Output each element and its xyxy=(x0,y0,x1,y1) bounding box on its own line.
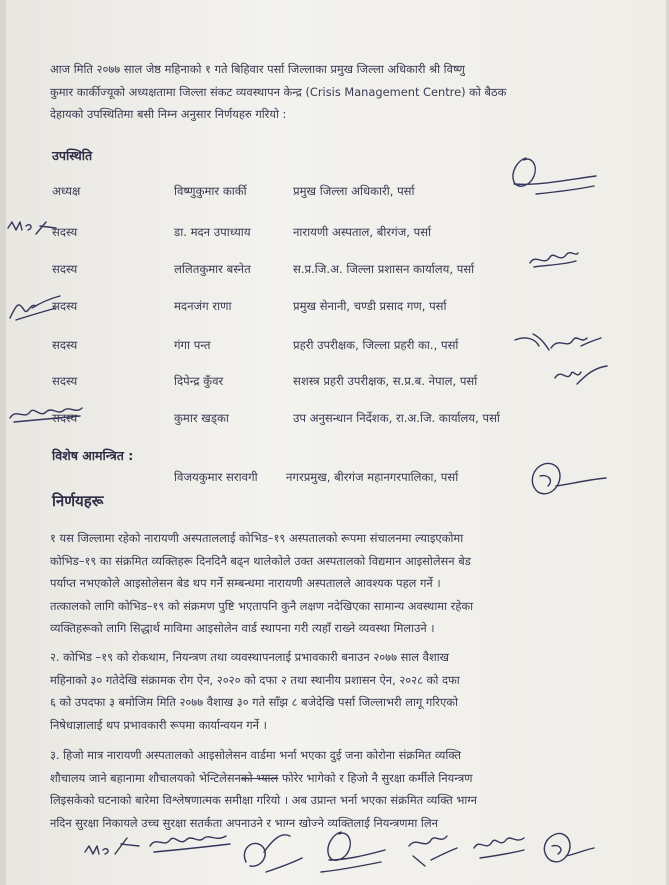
signature-bottom-2 xyxy=(146,830,236,860)
signature-invitee xyxy=(526,458,610,498)
decision-line: कोभिड–१९ का संक्रमित व्यक्तिहरू दिनदिनै बढ्न थालेकोले उक्त अस्पतालको विद्यमान आइसोलेसन बेड xyxy=(50,553,471,568)
attendance-heading: उपस्थिति xyxy=(52,148,93,163)
decision-line: तत्कालको लागि कोभिड–१९ को संक्रमण पुष्टि भएतापनि कुनै लक्षण नदेखिएका सामान्य अवस्थामा रहेका xyxy=(50,598,474,613)
document-page xyxy=(6,0,666,885)
decision-3 xyxy=(50,744,640,834)
intro-line: आज मिति २०७७ साल जेष्ठ महिनाको १ गते बिहिवार पर्सा जिल्लाका प्रमुख जिल्ला अधिकारी श्री विष्णु xyxy=(50,62,465,76)
member-position: प्रमुख जिल्ला अधिकारी, पर्सा xyxy=(293,184,415,198)
member-name: डा. मदन उपाध्याय xyxy=(174,225,251,239)
decision-line: लिइसकेको घटनाको बारेमा विश्लेषणात्मक समीक्षा गरियो । अब उप्रान्त भर्ना भएका संक्रमित व्यक्ति भाग्न xyxy=(50,793,477,807)
member-role: सदस्य xyxy=(52,374,78,388)
member-position: प्रहरी उपरीक्षक, जिल्ला प्रहरी का., पर्सा xyxy=(293,338,459,352)
decision-line-end: फोरेर भागेको र हिजो नै सुरक्षा कर्मीले नियन्त्रण xyxy=(278,770,473,785)
member-name: कुमार खड्का xyxy=(174,411,229,425)
member-name: गंगा पन्त xyxy=(174,338,211,352)
member-position: प्रमुख सेनानी, चण्डी प्रसाद गण, पर्सा xyxy=(293,299,447,313)
member-role: अध्यक्ष xyxy=(52,184,81,198)
decision-line: महिनाको ३० गतेदेखि संक्रामक रोग ऐन, २०२० को दफा २ तथा स्थानीय प्रशासन ऐन, २०२८ को दफा xyxy=(50,672,460,687)
member-role: सदस्य xyxy=(52,225,78,239)
intro-line: देहायको उपस्थितिमा बसी निम्न अनुसार निर्णयहरु गरियो : xyxy=(50,107,287,121)
decision-line: पर्याप्त नभएकोले आइसोलेसन बेड थप गर्ने सम्बन्धमा नारायणी अस्पतालले आवश्यक पहल गर्ने । xyxy=(50,576,441,590)
member-role: सदस्य xyxy=(52,299,78,313)
decision-2 xyxy=(50,646,640,736)
struck-text: को भ्याल xyxy=(240,770,279,785)
signature-member-5 xyxy=(511,328,603,358)
signature-member-3 xyxy=(526,245,582,275)
member-position: सशस्त्र प्रहरी उपरीक्षक, स.प्र.ब. नेपाल, पर्सा xyxy=(293,374,478,388)
decision-line: निषेधाज्ञालाई थप प्रभावकारी रूपमा कार्यान्वयन गर्ने । xyxy=(50,717,267,732)
member-name: दिपेन्द्र कुँवर xyxy=(174,374,224,388)
member-role: सदस्य xyxy=(52,411,78,425)
signature-bottom-6 xyxy=(468,830,530,870)
signature-member-4-margin xyxy=(6,290,62,324)
decision-line: ३. हिजो मात्र नारायणी अस्पतालको आइसोलेसन वार्डमा भर्ना भएका दुई जना कोरोना संक्रमित व्यक्ति xyxy=(50,748,461,762)
invitee-position: नगरप्रमुख, बीरगंज महानगरपालिका, पर्सा xyxy=(286,470,459,484)
member-name: ललितकुमार बस्नेत xyxy=(174,262,251,276)
member-position: स.प्र.जि.अ. जिल्ला प्रशासन कार्यालय, पर्सा xyxy=(293,262,475,276)
member-position: उप अनुसन्धान निर्देशक, रा.अ.जि. कार्यालय, पर्सा xyxy=(293,411,500,425)
decision-1 xyxy=(50,527,640,640)
decision-line: व्यक्तिहरूको लागि सिद्धार्थ माविमा आइसोलेन वार्ड स्थापना गरी त्यहाँ राख्ने व्यवस्था मिलाउने । xyxy=(50,621,435,635)
decision-line-start: शौचालय जाने बहानामा शौचालयको भेन्टिलेसन xyxy=(50,770,241,785)
intro-paragraph xyxy=(50,58,650,126)
signature-member-2-margin xyxy=(6,218,58,242)
intro-line: कुमार कार्कीज्यूको अध्यक्षतामा जिल्ला संकट व्यवस्थापन केन्द्र (Crisis Management Centre) को बैठक xyxy=(50,84,507,99)
signature-member-7-margin xyxy=(6,402,86,428)
decision-line xyxy=(50,767,640,790)
signature-bottom-7 xyxy=(538,828,596,872)
member-name: विष्णुकुमार कार्की xyxy=(174,184,247,198)
signature-bottom-1 xyxy=(81,832,141,862)
signature-member-6 xyxy=(551,362,611,392)
member-position: नारायणी अस्पताल, बीरगंज, पर्सा xyxy=(293,225,432,239)
signature-bottom-4 xyxy=(311,826,391,880)
special-invitee-heading: विशेष आमन्त्रित : xyxy=(52,448,134,463)
decision-line: २. कोभिड –१९ को रोकथाम, नियन्त्रण तथा व्यवस्थापनलाई प्रभावकारी बनाउन २०७७ साल वैशाख xyxy=(50,650,449,664)
decision-line: नदिन सुरक्षा निकायले उच्च सुरक्षा सतर्कता अपनाउने र भाग्न खोज्ने व्यक्तिलाई नियन्त्रणमा लिन xyxy=(50,815,438,830)
member-name: मदनजंग राणा xyxy=(174,299,232,313)
invitee-name: विजयकुमार सरावगी xyxy=(174,470,258,484)
member-role: सदस्य xyxy=(52,338,78,352)
decision-line: १ यस जिल्लामा रहेको नारायणी अस्पताललाई कोभिड–१९ अस्पतालको रूपमा संचालनमा ल्याइएकोमा xyxy=(50,531,464,545)
decisions-heading: निर्णयहरू xyxy=(52,492,104,510)
signature-bottom-3 xyxy=(236,828,306,880)
decision-line: ६ को उपदफा ३ बमोजिम मिति २०७७ वैशाख ३० गते साँझ ८ बजेदेखि पर्सा जिल्लाभरी लागू गरिएको xyxy=(50,695,458,709)
signature-bottom-5 xyxy=(401,826,461,876)
member-role: सदस्य xyxy=(52,262,78,276)
signature-chairman xyxy=(496,150,606,200)
